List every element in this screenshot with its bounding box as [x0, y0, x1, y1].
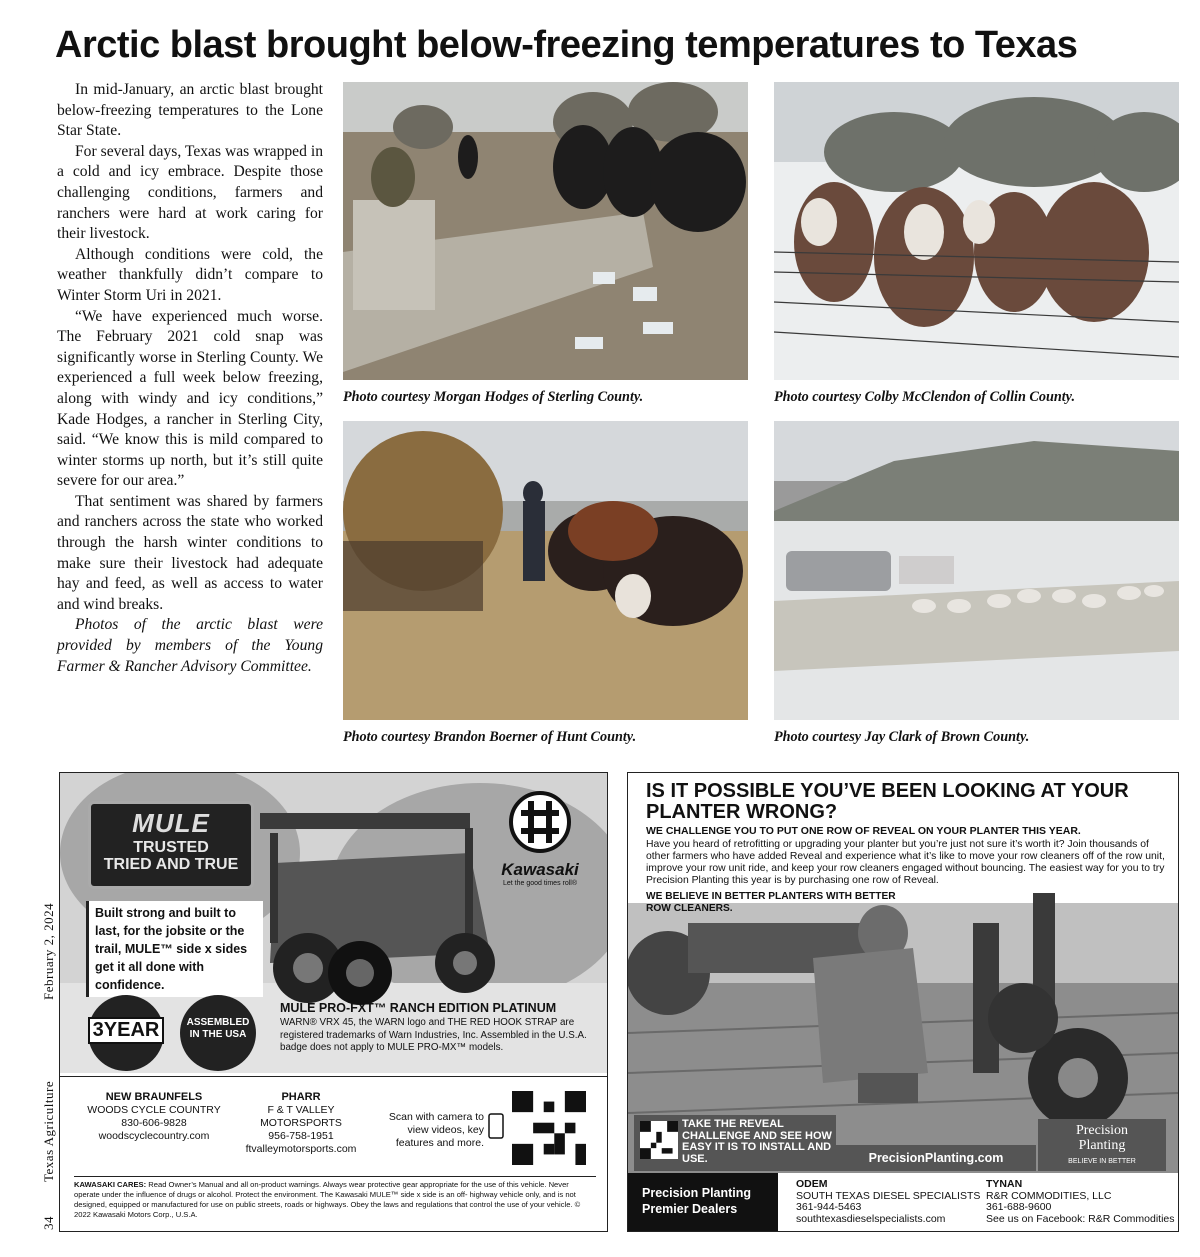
cta-text: TAKE THE REVEAL CHALLENGE AND SEE HOW EASY IT IS TO INSTALL AND USE.	[682, 1118, 832, 1165]
kawasaki-emblem-icon	[509, 791, 571, 853]
website-link[interactable]: PrecisionPlanting.com	[836, 1145, 1036, 1171]
article-paragraph: “We have experienced much worse. The February 2021 cold snap was significantly worse in Sterling County. We experienced a full week below freezing, along with windy and icy conditions,” Kade Hodges, a rancher in Sterling City, said. “We know this is mild compared to winter storms up north, but it’s still quite severe for our area.”	[57, 307, 323, 490]
dealer-line: R&R COMMODITIES, LLC	[986, 1189, 1112, 1202]
photo-caption: Photo courtesy Morgan Hodges of Sterling County.	[343, 389, 644, 405]
headline: Arctic blast brought below-freezing temperatures to Texas	[55, 24, 1078, 66]
dealer-website[interactable]: woodscyclecountry.com	[98, 1130, 210, 1142]
kawasaki-logo	[490, 791, 590, 887]
dealer-phone: 830-606-9828	[121, 1117, 187, 1129]
qr-code-icon[interactable]	[640, 1121, 678, 1159]
brand-name: Kawasaki	[501, 860, 579, 879]
article-paragraph: For several days, Texas was wrapped in a cold and icy embrace. Despite those challenging conditions, farmers and ranchers were hard at work caring for their livestock.	[57, 142, 323, 243]
dealer-line: WOODS CYCLE COUNTRY	[87, 1104, 221, 1116]
photo-herefords-at-fence	[774, 82, 1179, 380]
logo-line: Planting	[1078, 1138, 1126, 1153]
dealer-city: TYNAN	[986, 1178, 1023, 1190]
dealer-line: SOUTH TEXAS DIESEL SPECIALISTS	[796, 1189, 981, 1202]
reveal-challenge-cta	[634, 1115, 836, 1171]
disclaimer-lead: KAWASAKI CARES:	[74, 1180, 147, 1189]
dealer-pharr	[236, 1091, 366, 1156]
dealer-phone: 361-944-5463	[796, 1201, 862, 1213]
ad-subhead: WE CHALLENGE YOU TO PUT ONE ROW OF REVEAL ON YOUR PLANTER THIS YEAR.	[646, 825, 1081, 837]
dealer-odem	[796, 1179, 981, 1225]
disclaimer-text: Read Owner’s Manual and all on-product warnings. Always wear protective gear appropriate for the use of this vehicle. Never operate under the influence of drugs or alcohol. Protect the environment. The Kawasaki MULE™ side x side is an off- highway vehicle only, and is not designed, equipped or manufactured for use on public streets, roads or highways. Obey the laws and regulations that control the use of your vehicle. © 2022 Kawasaki Motors Corp., U.S.A.	[74, 1180, 581, 1219]
kawasaki-dealers	[60, 1076, 607, 1175]
dealer-line: MOTORSPORTS	[260, 1117, 342, 1129]
dealer-new-braunfels	[74, 1091, 234, 1143]
publication-name: Texas Agriculture	[41, 1080, 56, 1182]
page-number: 34	[41, 1216, 56, 1230]
qr-code-icon[interactable]	[512, 1091, 586, 1165]
dealer-website[interactable]: ftvalleymotorsports.com	[245, 1143, 357, 1155]
assembled-badge-text: IN THE USA	[189, 1029, 247, 1040]
kawasaki-mule-ad	[59, 772, 608, 1232]
issue-date: February 2, 2024	[41, 902, 56, 1000]
scan-instructions: Scan with camera to view videos, key features and more.	[388, 1111, 484, 1149]
brand-slogan: Let the good times roll®	[502, 880, 578, 887]
legal-disclaimer	[74, 1176, 596, 1220]
model-info	[280, 1001, 600, 1055]
photo-caption: Photo courtesy Jay Clark of Brown County.	[774, 729, 1030, 745]
warranty-badge	[88, 995, 164, 1071]
dealer-line: F & T VALLEY	[267, 1104, 335, 1116]
dealer-tynan	[986, 1179, 1176, 1225]
photo-sheep-in-snowy-field	[774, 421, 1179, 720]
model-legal: WARN® VRX 45, the WARN logo and THE RED HOOK STRAP are registered trademarks of Warn Industries, Inc. Assembled in the U.S.A. badge does not apply to MULE PRO-MX™ models.	[280, 1017, 587, 1053]
dealer-facebook[interactable]: See us on Facebook: R&R Commodities	[986, 1212, 1175, 1225]
dealer-city: PHARR	[281, 1091, 321, 1103]
logo-line: Precision	[1075, 1123, 1129, 1138]
ad-body: Have you heard of retrofitting or upgrading your planter but you’re just not sure it’s worth it? Join thousands of other farmers who have added Reveal and experience what it’s like to move your row cleaners off of the row unit, improve your row unit ride, and keep your row cleaners engaged without bouncing. The easiest way for you to try Precision Planting this year is by purchasing one row of Reveal.	[646, 839, 1165, 886]
article-paragraph: That sentiment was shared by farmers and ranchers across the state who worked through the harsh winter conditions to make sure their livestock had adequate hay and feed, as well as access to water and wind breaks.	[57, 492, 323, 613]
precision-dealers	[628, 1173, 1178, 1231]
photo-cattle-at-hay-bale	[343, 421, 748, 720]
ad-belief: WE BELIEVE IN BETTER PLANTERS WITH BETTER ROW CLEANERS.	[646, 891, 896, 914]
ad-copy: Built strong and built to last, for the jobsite or the trail, MULE™ side x sides get it all done with confidence.	[86, 901, 263, 997]
article-paragraph: In mid-January, an arctic blast brought below-freezing temperatures to the Lone Star State.	[57, 81, 323, 140]
phone-icon	[488, 1113, 504, 1139]
assembled-in-usa-badge	[180, 995, 256, 1071]
dealer-phone: 956-758-1951	[268, 1130, 334, 1142]
dealer-website[interactable]: southtexasdieselspecialists.com	[796, 1212, 946, 1225]
mule-trusted-badge	[88, 801, 254, 889]
mule-logo: MULE	[132, 808, 210, 838]
ad-headline: IS IT POSSIBLE YOU’VE BEEN LOOKING AT YOUR PLANTER WRONG?	[646, 780, 1129, 823]
premier-dealers-label: Precision Planting Premier Dealers	[628, 1173, 778, 1231]
assembled-badge-text: ASSEMBLED	[186, 1017, 250, 1028]
dealer-phone: 361-688-9600	[986, 1201, 1052, 1213]
precision-planting-ad	[627, 772, 1179, 1232]
article-credit-note: Photos of the arctic blast were provided by members of the Young Farmer & Rancher Advisory Committee.	[57, 616, 323, 675]
dealer-city: ODEM	[796, 1178, 828, 1190]
photo-caption: Photo courtesy Brandon Boerner of Hunt County.	[343, 729, 637, 745]
article-body	[57, 80, 323, 677]
precision-planting-logo	[1038, 1119, 1166, 1171]
warranty-badge-text: 3YEAR	[88, 1017, 164, 1044]
article-paragraph: Although conditions were cold, the weather thankfully didn’t compare to Winter Storm Uri in 2021.	[57, 245, 323, 304]
badge-tagline: TRUSTED	[133, 839, 209, 856]
photo-cattle-at-trough	[343, 82, 748, 380]
photo-caption: Photo courtesy Colby McClendon of Collin County.	[774, 389, 1075, 405]
badge-tagline: TRIED AND TRUE	[103, 856, 239, 873]
logo-tagline: BELIEVE IN BETTER	[1068, 1158, 1136, 1165]
model-title: MULE PRO-FXT™ RANCH EDITION PLATINUM	[280, 1001, 557, 1015]
dealer-city: NEW BRAUNFELS	[105, 1091, 203, 1103]
